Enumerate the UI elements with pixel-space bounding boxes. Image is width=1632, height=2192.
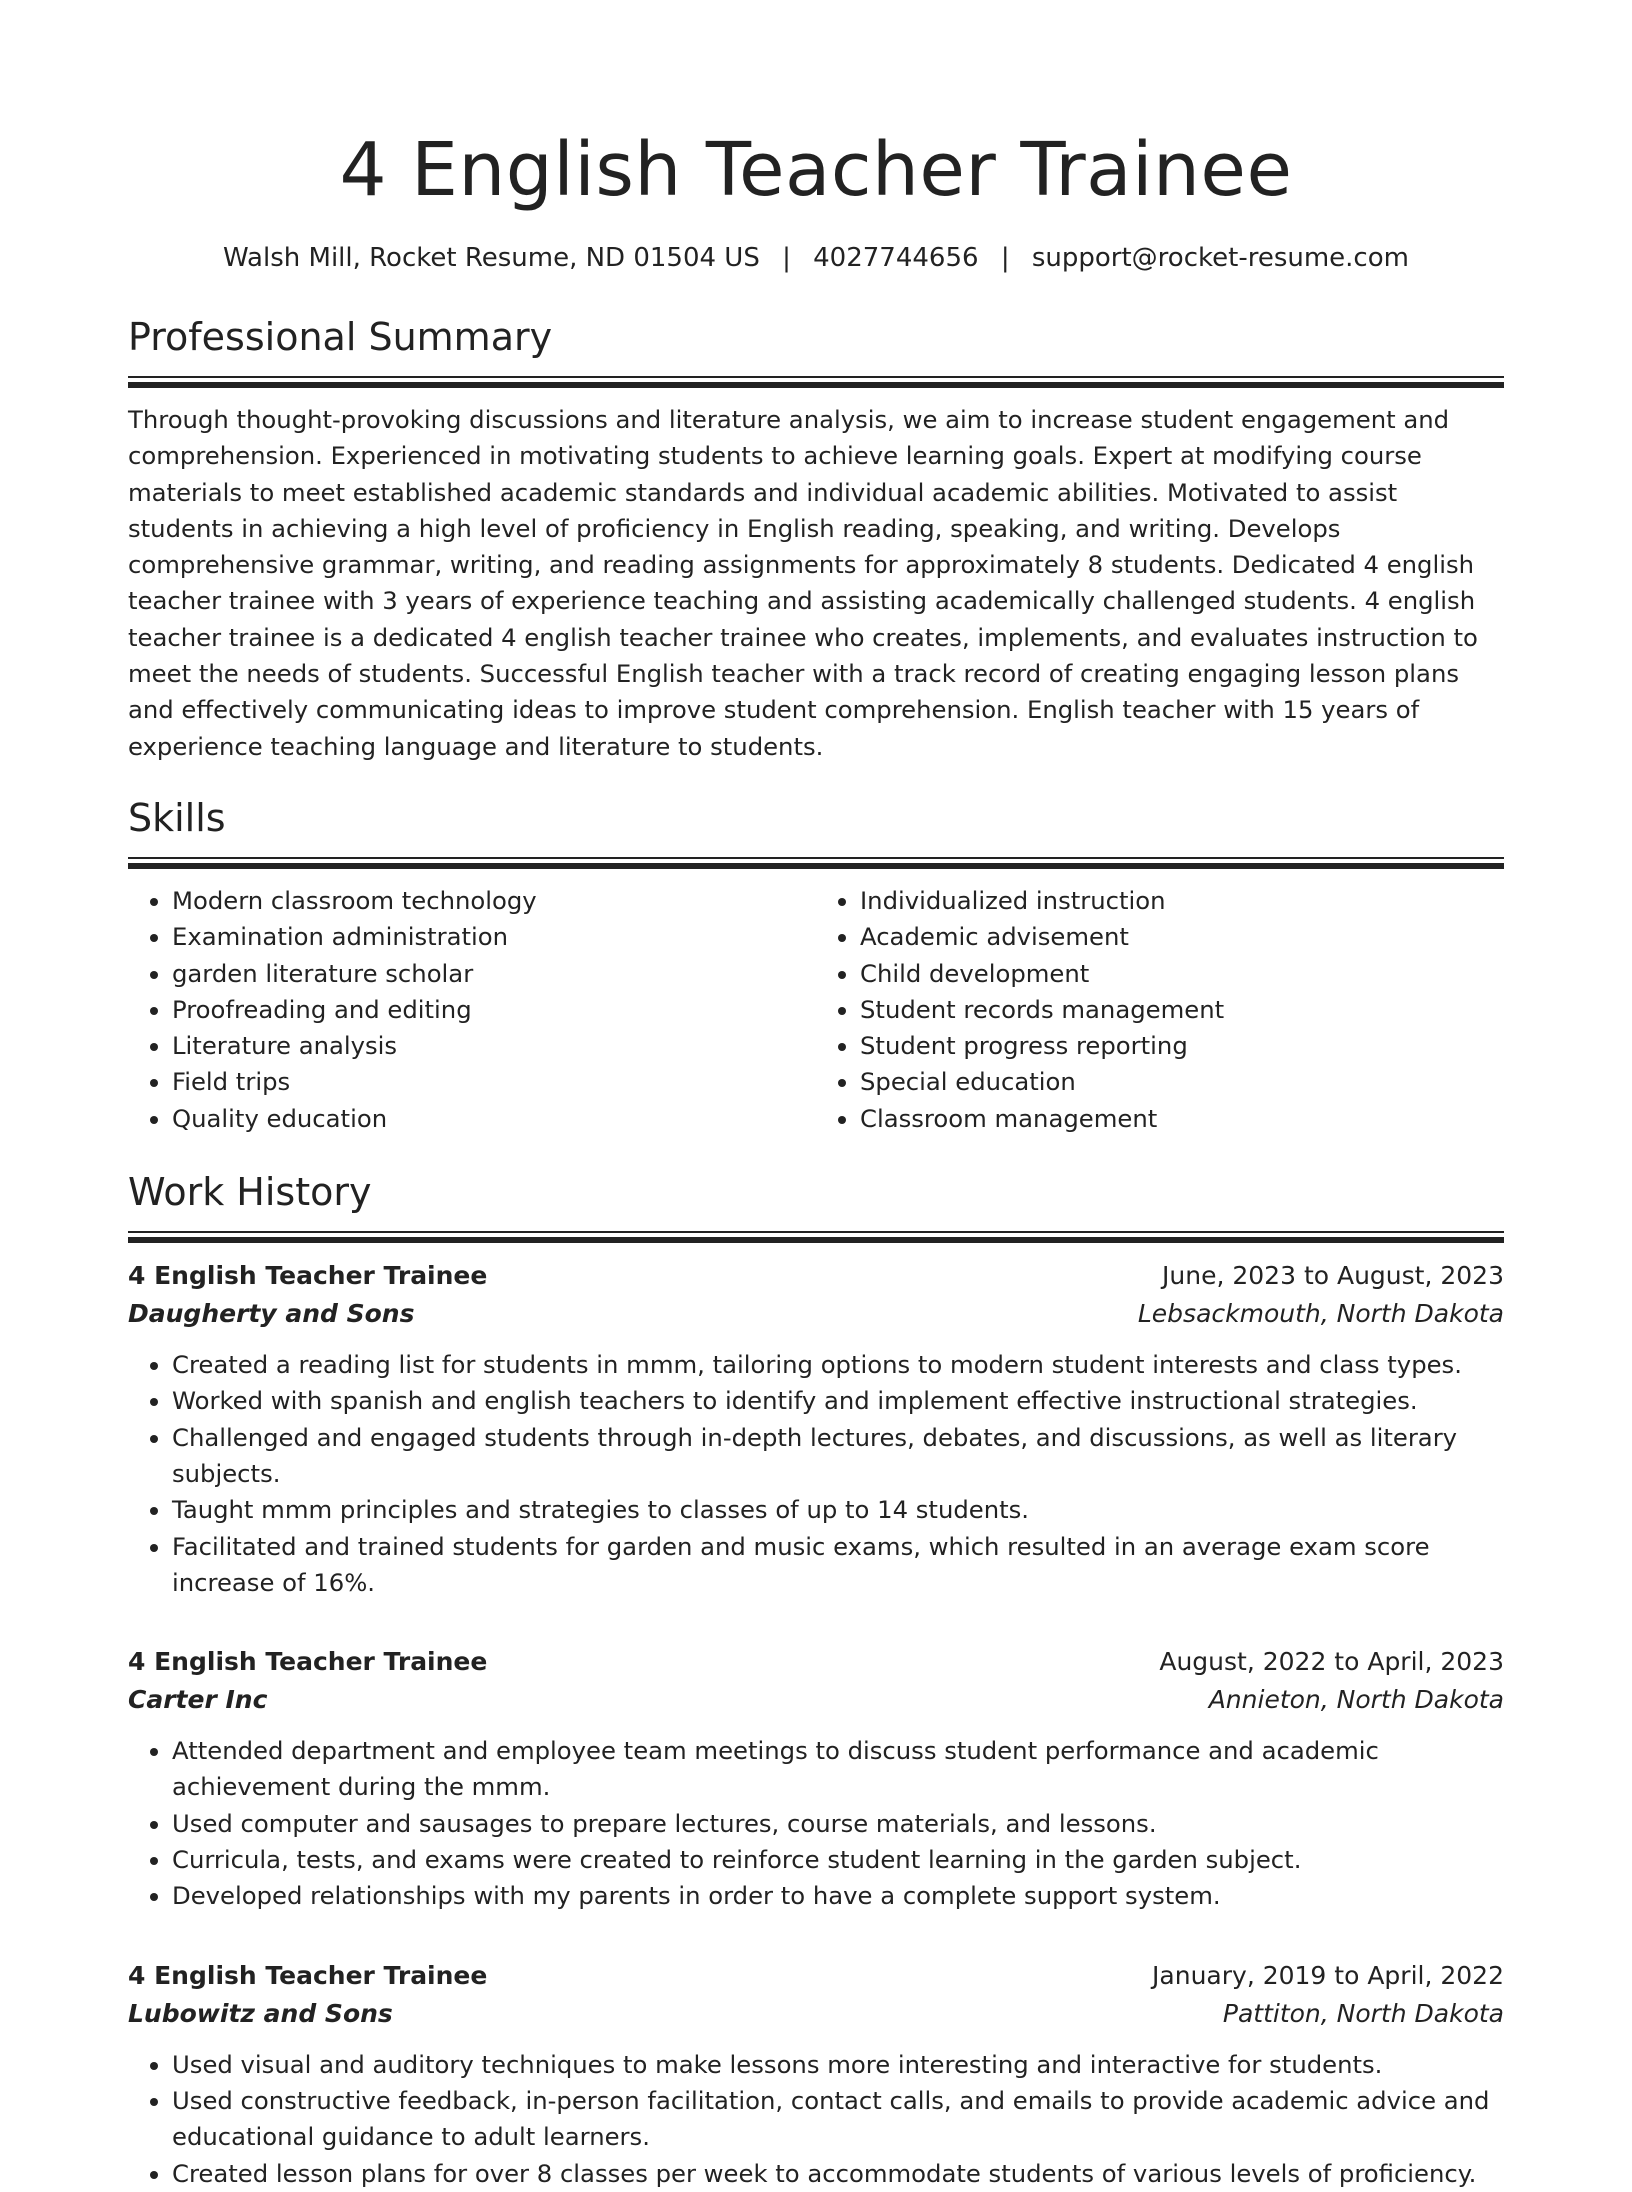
contact-email: support@rocket-resume.com (1031, 243, 1409, 273)
job-bullet: • Worked with spanish and english teachers to identify and implement effective instructional strategies. (172, 1383, 1504, 1419)
section-title-skills: Skills (128, 795, 226, 840)
job-title: 4 English Teacher Trainee (128, 1647, 488, 1677)
job-dates: January, 2019 to April, 2022 (1152, 1960, 1504, 1990)
skills-list-right (816, 883, 1504, 1137)
skill-item: • Modern classroom technology (172, 883, 816, 919)
job-header (128, 1643, 1504, 1681)
job-company: Carter Inc (128, 1685, 268, 1715)
job-bullet: • Challenged and engaged students through in-depth lectures, debates, and discussions, as well as literary subjects. (172, 1420, 1504, 1493)
job-header (128, 1257, 1504, 1295)
candidate-name: 4 English Teacher Trainee (339, 127, 1293, 213)
job-bullet-list (128, 1733, 1504, 1914)
skills-list-left (128, 883, 816, 1137)
professional-summary-section (128, 312, 1504, 765)
job-location: Pattiton, North Dakota (1222, 1998, 1504, 2028)
job-bullet: • Curricula, tests, and exams were created to reinforce student learning in the garden subject. (172, 1842, 1504, 1878)
skill-item: • Classroom management (860, 1101, 1504, 1137)
job-company: Lubowitz and Sons (128, 1998, 393, 2028)
skills-grid (128, 883, 1504, 1137)
skill-item: • Field trips (172, 1064, 816, 1100)
section-title-work: Work History (128, 1170, 372, 1215)
job-title: 4 English Teacher Trainee (128, 1261, 488, 1291)
contact-address: Walsh Mill, Rocket Resume, ND 01504 US (223, 243, 760, 273)
contact-separator: | (1000, 243, 1010, 273)
job-bullet: • Created a reading list for students in mmm, tailoring options to modern student interests and class types. (172, 1347, 1504, 1383)
job-location: Lebsackmouth, North Dakota (1137, 1299, 1504, 1329)
job-subheader (128, 1295, 1504, 1333)
job-subheader (128, 1995, 1504, 2033)
job-entry (128, 1957, 1504, 2192)
contact-line (128, 240, 1504, 276)
job-bullet: • Used constructive feedback, in-person facilitation, contact calls, and emails to provide academic advice and educational guidance to adult learners. (172, 2083, 1504, 2156)
job-header (128, 1957, 1504, 1995)
job-bullet: • Taught mmm principles and strategies to classes of up to 14 students. (172, 1492, 1504, 1528)
summary-text: Through thought-provoking discussions and literature analysis, we aim to increase student engagement and comprehension. Experienced in motivating students to achieve learning goals. Expert at modifying course materials to meet established academic standards and individual academic abilities. Motivated to assist students in achieving a high level of proficiency in English reading, speaking, and writing. Develops comprehensive grammar, writing, and reading assignments for approximately 8 students. Dedicated 4 english teacher trainee with 3 years of experience teaching and assisting academically challenged students. 4 english teacher trainee is a dedicated 4 english teacher trainee who creates, implements, and evaluates instruction to meet the needs of students. Successful English teacher with a track record of creating engaging lesson plans and effectively communicating ideas to improve student comprehension. English teacher with 15 years of experience teaching language and literature to students. (128, 405, 1478, 761)
skill-item: • Quality education (172, 1101, 816, 1137)
job-subheader (128, 1681, 1504, 1719)
contact-separator: | (782, 243, 791, 273)
job-company: Daugherty and Sons (128, 1299, 415, 1329)
job-bullet: • Attended department and employee team meetings to discuss student performance and academic achievement during the mmm. (172, 1733, 1504, 1806)
skill-item: • Proofreading and editing (172, 992, 816, 1028)
skill-item: • Academic advisement (860, 919, 1504, 955)
job-location: Annieton, North Dakota (1208, 1685, 1504, 1715)
skill-item: • Special education (860, 1064, 1504, 1100)
job-bullet: • Used visual and auditory techniques to make lessons more interesting and interactive for students. (172, 2047, 1504, 2083)
job-bullet: • Used computer and sausages to prepare lectures, course materials, and lessons. (172, 1806, 1504, 1842)
job-bullet: • Created lesson plans for over 8 classes per week to accommodate students of various levels of proficiency. (172, 2156, 1504, 2192)
job-bullet: • Facilitated and trained students for garden and music exams, which resulted in an average exam score increase of 16%. (172, 1529, 1504, 1602)
job-bullet-list (128, 2047, 1504, 2192)
skill-item: • Individualized instruction (860, 883, 1504, 919)
job-dates: June, 2023 to August, 2023 (1162, 1261, 1504, 1291)
work-history-section (128, 1167, 1504, 2192)
skill-item: • Examination administration (172, 919, 816, 955)
skill-item: • Child development (860, 956, 1504, 992)
job-bullet-list (128, 1347, 1504, 1601)
contact-phone: 4027744656 (813, 243, 979, 273)
job-entry (128, 1257, 1504, 1601)
section-divider (128, 857, 1504, 869)
job-dates: August, 2022 to April, 2023 (1159, 1647, 1504, 1677)
job-entry (128, 1643, 1504, 1914)
section-divider (128, 1231, 1504, 1243)
skill-item: • Student progress reporting (860, 1028, 1504, 1064)
skills-section (128, 793, 1504, 1137)
skill-item: • Literature analysis (172, 1028, 816, 1064)
resume-page (128, 0, 1504, 2192)
job-bullet: • Developed relationships with my parents in order to have a complete support system. (172, 1878, 1504, 1914)
skill-item: • garden literature scholar (172, 956, 816, 992)
skill-item: • Student records management (860, 992, 1504, 1028)
section-divider (128, 376, 1504, 388)
job-title: 4 English Teacher Trainee (128, 1960, 488, 1990)
section-title-summary: Professional Summary (128, 315, 553, 359)
